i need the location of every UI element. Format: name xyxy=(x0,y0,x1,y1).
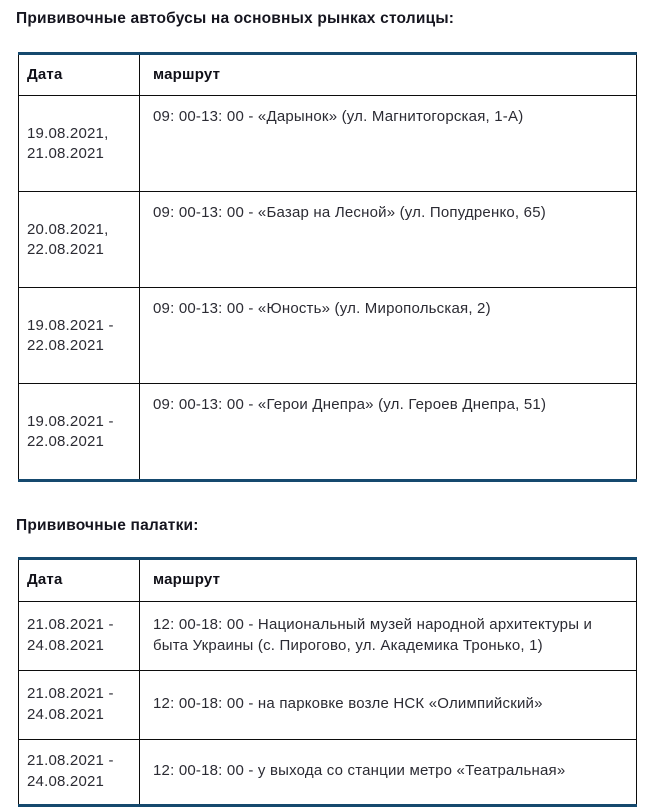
table-header-row xyxy=(19,559,637,601)
date-cell: 21.08.2021 - 24.08.2021 xyxy=(19,739,140,805)
column-header-route: маршрут xyxy=(140,54,637,96)
buses-schedule-table xyxy=(18,52,637,482)
table-row xyxy=(19,384,637,481)
table-row xyxy=(19,192,637,288)
date-cell: 20.08.2021, 22.08.2021 xyxy=(19,192,140,288)
table-header-row xyxy=(19,54,637,96)
route-cell: 09: 00-13: 00 - «Дарынок» (ул. Магнитогорская, 1-А) xyxy=(140,96,637,192)
route-cell: 09: 00-13: 00 - «Герои Днепра» (ул. Героев Днепра, 51) xyxy=(140,384,637,481)
column-header-date: Дата xyxy=(19,559,140,601)
table-row xyxy=(19,288,637,384)
section-vaccination-buses xyxy=(16,10,655,482)
section-title-buses: Прививочные автобусы на основных рынках столицы: xyxy=(16,10,455,27)
date-cell: 19.08.2021 - 22.08.2021 xyxy=(19,288,140,384)
route-cell: 12: 00-18: 00 - на парковке возле НСК «Олимпийский» xyxy=(140,670,637,739)
route-cell: 12: 00-18: 00 - Национальный музей народной архитектуры и быта Украины (с. Пирогово, ул. Академика Тронько, 1) xyxy=(140,601,637,670)
date-cell: 19.08.2021, 21.08.2021 xyxy=(19,96,140,192)
route-cell: 09: 00-13: 00 - «Базар на Лесной» (ул. Попудренко, 65) xyxy=(140,192,637,288)
table-row xyxy=(19,96,637,192)
column-header-route: маршрут xyxy=(140,559,637,601)
date-cell: 21.08.2021 - 24.08.2021 xyxy=(19,601,140,670)
table-row xyxy=(19,601,637,670)
route-cell: 12: 00-18: 00 - у выхода со станции метро «Театральная» xyxy=(140,739,637,805)
date-cell: 19.08.2021 - 22.08.2021 xyxy=(19,384,140,481)
table-row xyxy=(19,739,637,805)
table-row xyxy=(19,670,637,739)
date-cell: 21.08.2021 - 24.08.2021 xyxy=(19,670,140,739)
tents-schedule-table xyxy=(18,557,637,806)
section-vaccination-tents xyxy=(16,517,655,806)
column-header-date: Дата xyxy=(19,54,140,96)
route-cell: 09: 00-13: 00 - «Юность» (ул. Миропольская, 2) xyxy=(140,288,637,384)
section-title-tents: Прививочные палатки: xyxy=(16,517,199,535)
